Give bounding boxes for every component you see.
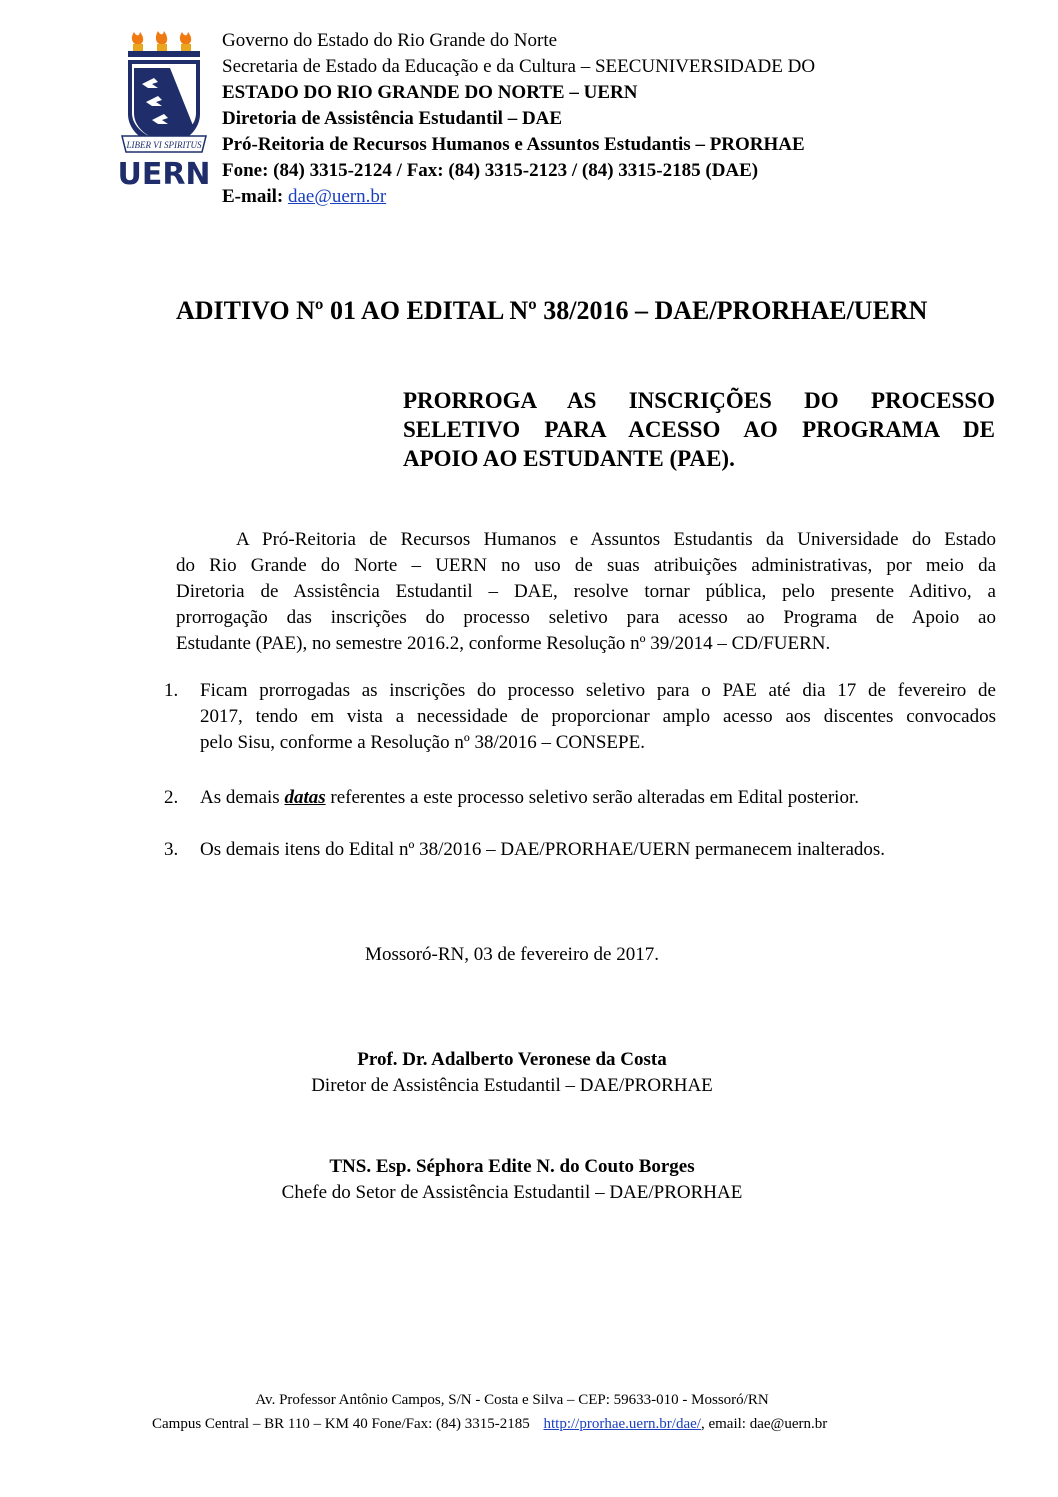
- subtitle-line: SELETIVO PARA ACESSO AO PROGRAMA DE: [403, 417, 995, 442]
- list-item: [164, 678, 996, 756]
- header-line-government: Governo do Estado do Rio Grande do Norte: [222, 30, 558, 51]
- place-date: Mossoró-RN, 03 de fevereiro de 2017.: [365, 944, 659, 965]
- document-title: ADITIVO Nº 01 AO EDITAL Nº 38/2016 – DAE/PRORHAE/UERN: [176, 296, 928, 325]
- item-line: pelo Sisu, conforme a Resolução nº 38/2016 – CONSEPE.: [200, 732, 645, 753]
- item-line: Os demais itens do Edital nº 38/2016 – DAE/PRORHAE/UERN permanecem inalterados.: [200, 839, 886, 860]
- footer-campus: Campus Central – BR 110 – KM 40 Fone/Fax: (84) 3315-2185: [152, 1416, 530, 1432]
- item-line: 2017, tendo em vista a necessidade de proporcionar amplo acesso aos discentes convocados: [200, 706, 996, 727]
- item-text: As demais: [200, 787, 285, 808]
- item-number: 1.: [164, 680, 179, 701]
- signatory-role: Chefe do Setor de Assistência Estudantil – DAE/PRORHAE: [281, 1182, 743, 1203]
- item-line: Ficam prorrogadas as inscrições do processo seletivo para o PAE até dia 17 de fevereiro de: [200, 680, 996, 701]
- paragraph-line: Diretoria de Assistência Estudantil – DAE, resolve tornar pública, pelo presente Aditivo, a: [176, 581, 996, 602]
- email-label: E-mail:: [222, 186, 284, 207]
- footer-email: , email: dae@uern.br: [700, 1416, 828, 1432]
- header-line-secretariat: Secretaria de Estado da Educação e da Cultura – SEECUNIVERSIDADE DO: [222, 56, 816, 77]
- signatory-name: TNS. Esp. Séphora Edite N. do Couto Borges: [329, 1156, 695, 1177]
- signatory-name: Prof. Dr. Adalberto Veronese da Costa: [357, 1049, 667, 1070]
- header-line-email: [222, 184, 386, 210]
- paragraph-line: Estudante (PAE), no semestre 2016.2, conforme Resolução nº 39/2014 – CD/FUERN.: [176, 633, 831, 654]
- header-line-directorate: Diretoria de Assistência Estudantil – DAE: [222, 108, 563, 129]
- footer-contact: [152, 1414, 827, 1435]
- header-line-phone: Fone: (84) 3315-2124 / Fax: (84) 3315-2123 / (84) 3315-2185 (DAE): [222, 160, 759, 181]
- item-emphasis: datas: [284, 787, 326, 808]
- paragraph-line: do Rio Grande do Norte – UERN no uso de suas atribuições administrativas, por meio da: [176, 555, 996, 576]
- intro-paragraph: [176, 527, 996, 657]
- logo-name: UERN: [120, 157, 208, 190]
- document-subtitle: [403, 386, 995, 473]
- subtitle-line: PRORROGA AS INSCRIÇÕES DO PROCESSO: [403, 388, 995, 413]
- item-number: 3.: [164, 839, 179, 860]
- subtitle-line: APOIO AO ESTUDANTE (PAE).: [403, 446, 735, 471]
- list-item: [164, 837, 996, 863]
- uern-coat-of-arms-icon: [120, 28, 208, 190]
- paragraph-line: prorrogação das inscrições do processo seletivo para acesso ao Programa de Apoio ao: [176, 607, 996, 628]
- logo-motto: LIBER VI SPIRITUS: [126, 140, 202, 150]
- header-line-university: ESTADO DO RIO GRANDE DO NORTE – UERN: [222, 82, 638, 103]
- footer-website-link[interactable]: http://prorhae.uern.br/dae/: [543, 1416, 701, 1432]
- footer-address: Av. Professor Antônio Campos, S/N - Costa e Silva – CEP: 59633-010 - Mossoró/RN: [255, 1392, 769, 1408]
- email-link[interactable]: dae@uern.br: [287, 186, 387, 207]
- item-number: 2.: [164, 787, 179, 808]
- list-item: [164, 785, 996, 811]
- header-line-pro-rectorate: Pró-Reitoria de Recursos Humanos e Assuntos Estudantis – PRORHAE: [222, 134, 805, 155]
- uern-logo: [120, 28, 208, 190]
- signatory-role: Diretor de Assistência Estudantil – DAE/PRORHAE: [311, 1075, 713, 1096]
- paragraph-line: A Pró-Reitoria de Recursos Humanos e Assuntos Estudantis da Universidade do Estado: [236, 529, 996, 550]
- item-text: referentes a este processo seletivo serão alteradas em Edital posterior.: [325, 787, 859, 808]
